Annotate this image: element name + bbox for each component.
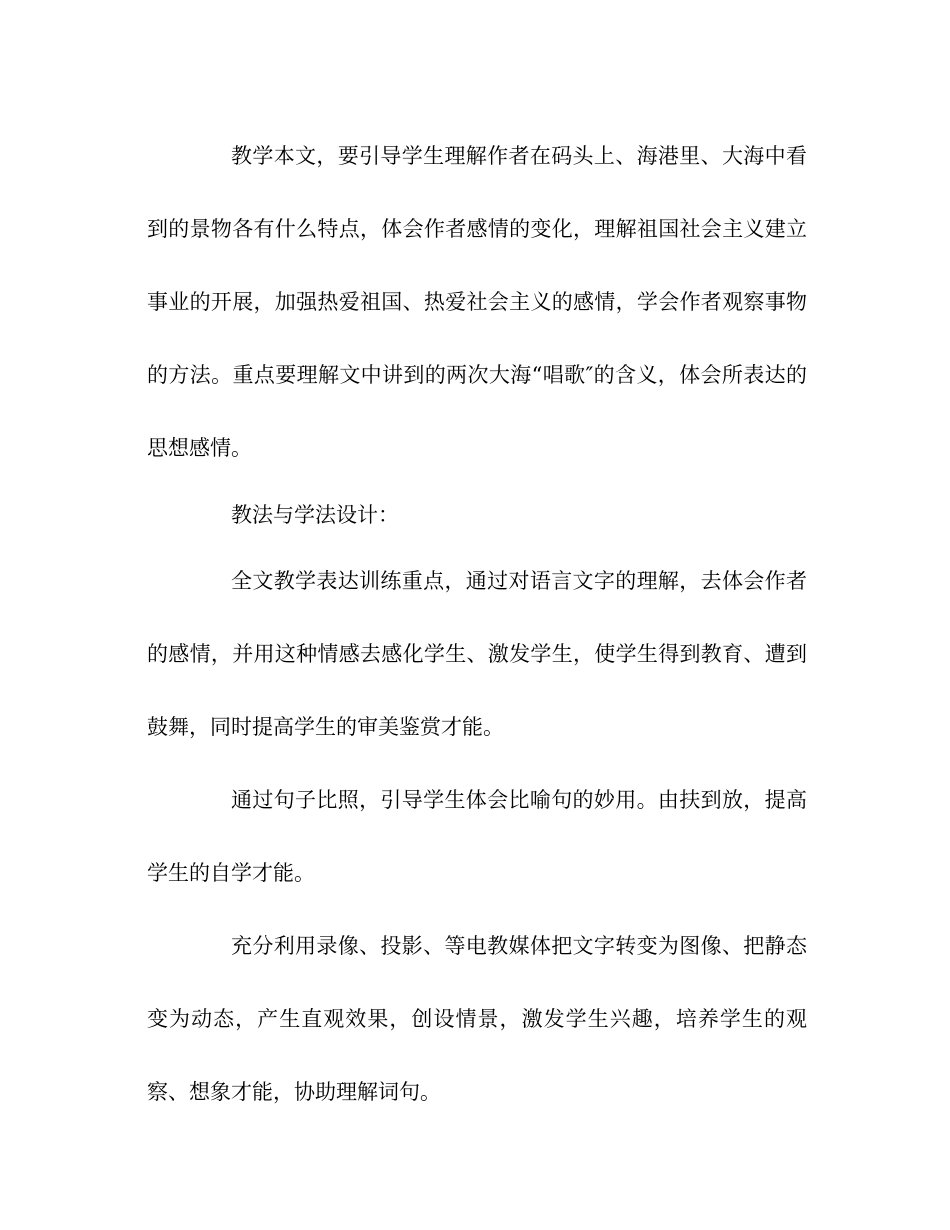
paragraph-sentence-comparison: 通过句子比照，引导学生体会比喻句的妙用。由扶到放，提高学生的自学才能。 [147,788,807,885]
paragraph-multimedia: 充分利用录像、投影、等电教媒体把文字转变为图像、把静态变为动态，产生直观效果，创设情景，激发学生兴趣，培养学生的观察、想象才能，协助理解词句。 [147,934,807,1104]
document-body [147,120,807,1129]
paragraph-expression-training: 全文教学表达训练重点，通过对语言文字的理解，去体会作者的感情，并用这种情感去感化学生、激发学生，使学生得到教育、遭到鼓舞，同时提高学生的审美鉴赏才能。 [147,569,807,739]
section-heading-methods: 教法与学法设计： [231,503,399,527]
paragraph-teaching-goals: 教学本文，要引导学生理解作者在码头上、海港里、大海中看到的景物各有什么特点，体会作者感情的变化，理解祖国社会主义建立事业的开展，加强热爱祖国、热爱社会主义的感情，学会作者观察事物的方法。重点要理解文中讲到的两次大海“唱歌″的含义，体会所表达的思想感情。 [147,144,807,460]
